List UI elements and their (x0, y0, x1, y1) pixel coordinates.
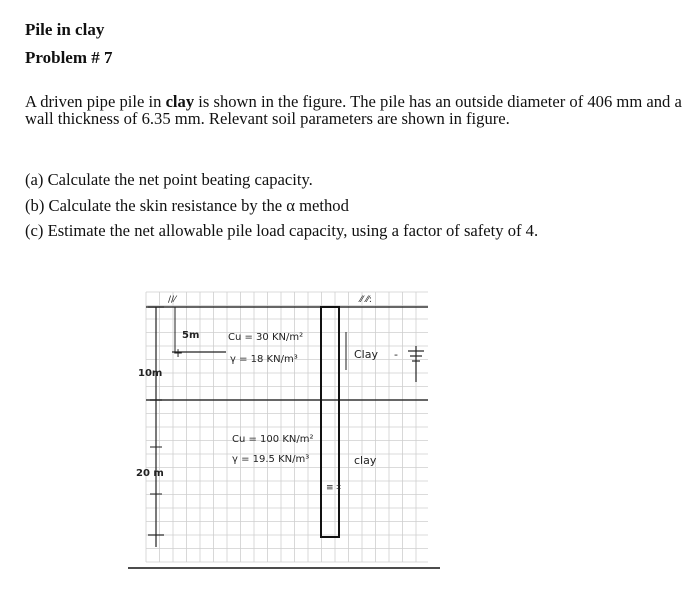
pipe-pile (321, 307, 339, 537)
water-table-icon (408, 346, 424, 382)
layer1-cu: Cu = 30 KN/m² (228, 332, 304, 343)
svg-text:+: + (173, 346, 184, 360)
problem-number: Problem # 7 (25, 48, 113, 67)
total-depth-label: 20 m (136, 468, 164, 479)
page-title: Pile in clay (25, 20, 105, 39)
ground-hatch-left: //⁄ (168, 295, 176, 305)
layer2-cu: Cu = 100 KN/m² (232, 434, 314, 445)
question-a: (a) Calculate the net point beating capacity. (25, 170, 313, 189)
ground-hatch-right: ⁄⁄ ⁄⁄: (360, 295, 372, 305)
svg-text:-: - (394, 348, 398, 361)
question-c: (c) Estimate the net allowable pile load capacity, using a factor of safety of 4. (25, 221, 539, 240)
problem-statement: A driven pipe pile in clay is shown in the figure. The pile has an outside diameter of 406 mm and a wall thickness of 6.35 mm. Relevant soil parameters are shown in figure. (25, 92, 682, 128)
layer1-depth-label: 10m (138, 368, 163, 379)
pile-figure (128, 272, 448, 572)
layer1-soil: Clay (354, 348, 378, 361)
water-depth-label: 5m (182, 330, 200, 341)
question-b: (b) Calculate the skin resistance by the α method (25, 196, 349, 215)
layer2-gamma: γ = 19.5 KN/m³ (232, 454, 310, 465)
pile-marks: ≡ ‡ (326, 483, 341, 493)
layer2-soil: clay (354, 454, 377, 467)
layer1-gamma: γ = 18 KN/m³ (230, 354, 298, 365)
